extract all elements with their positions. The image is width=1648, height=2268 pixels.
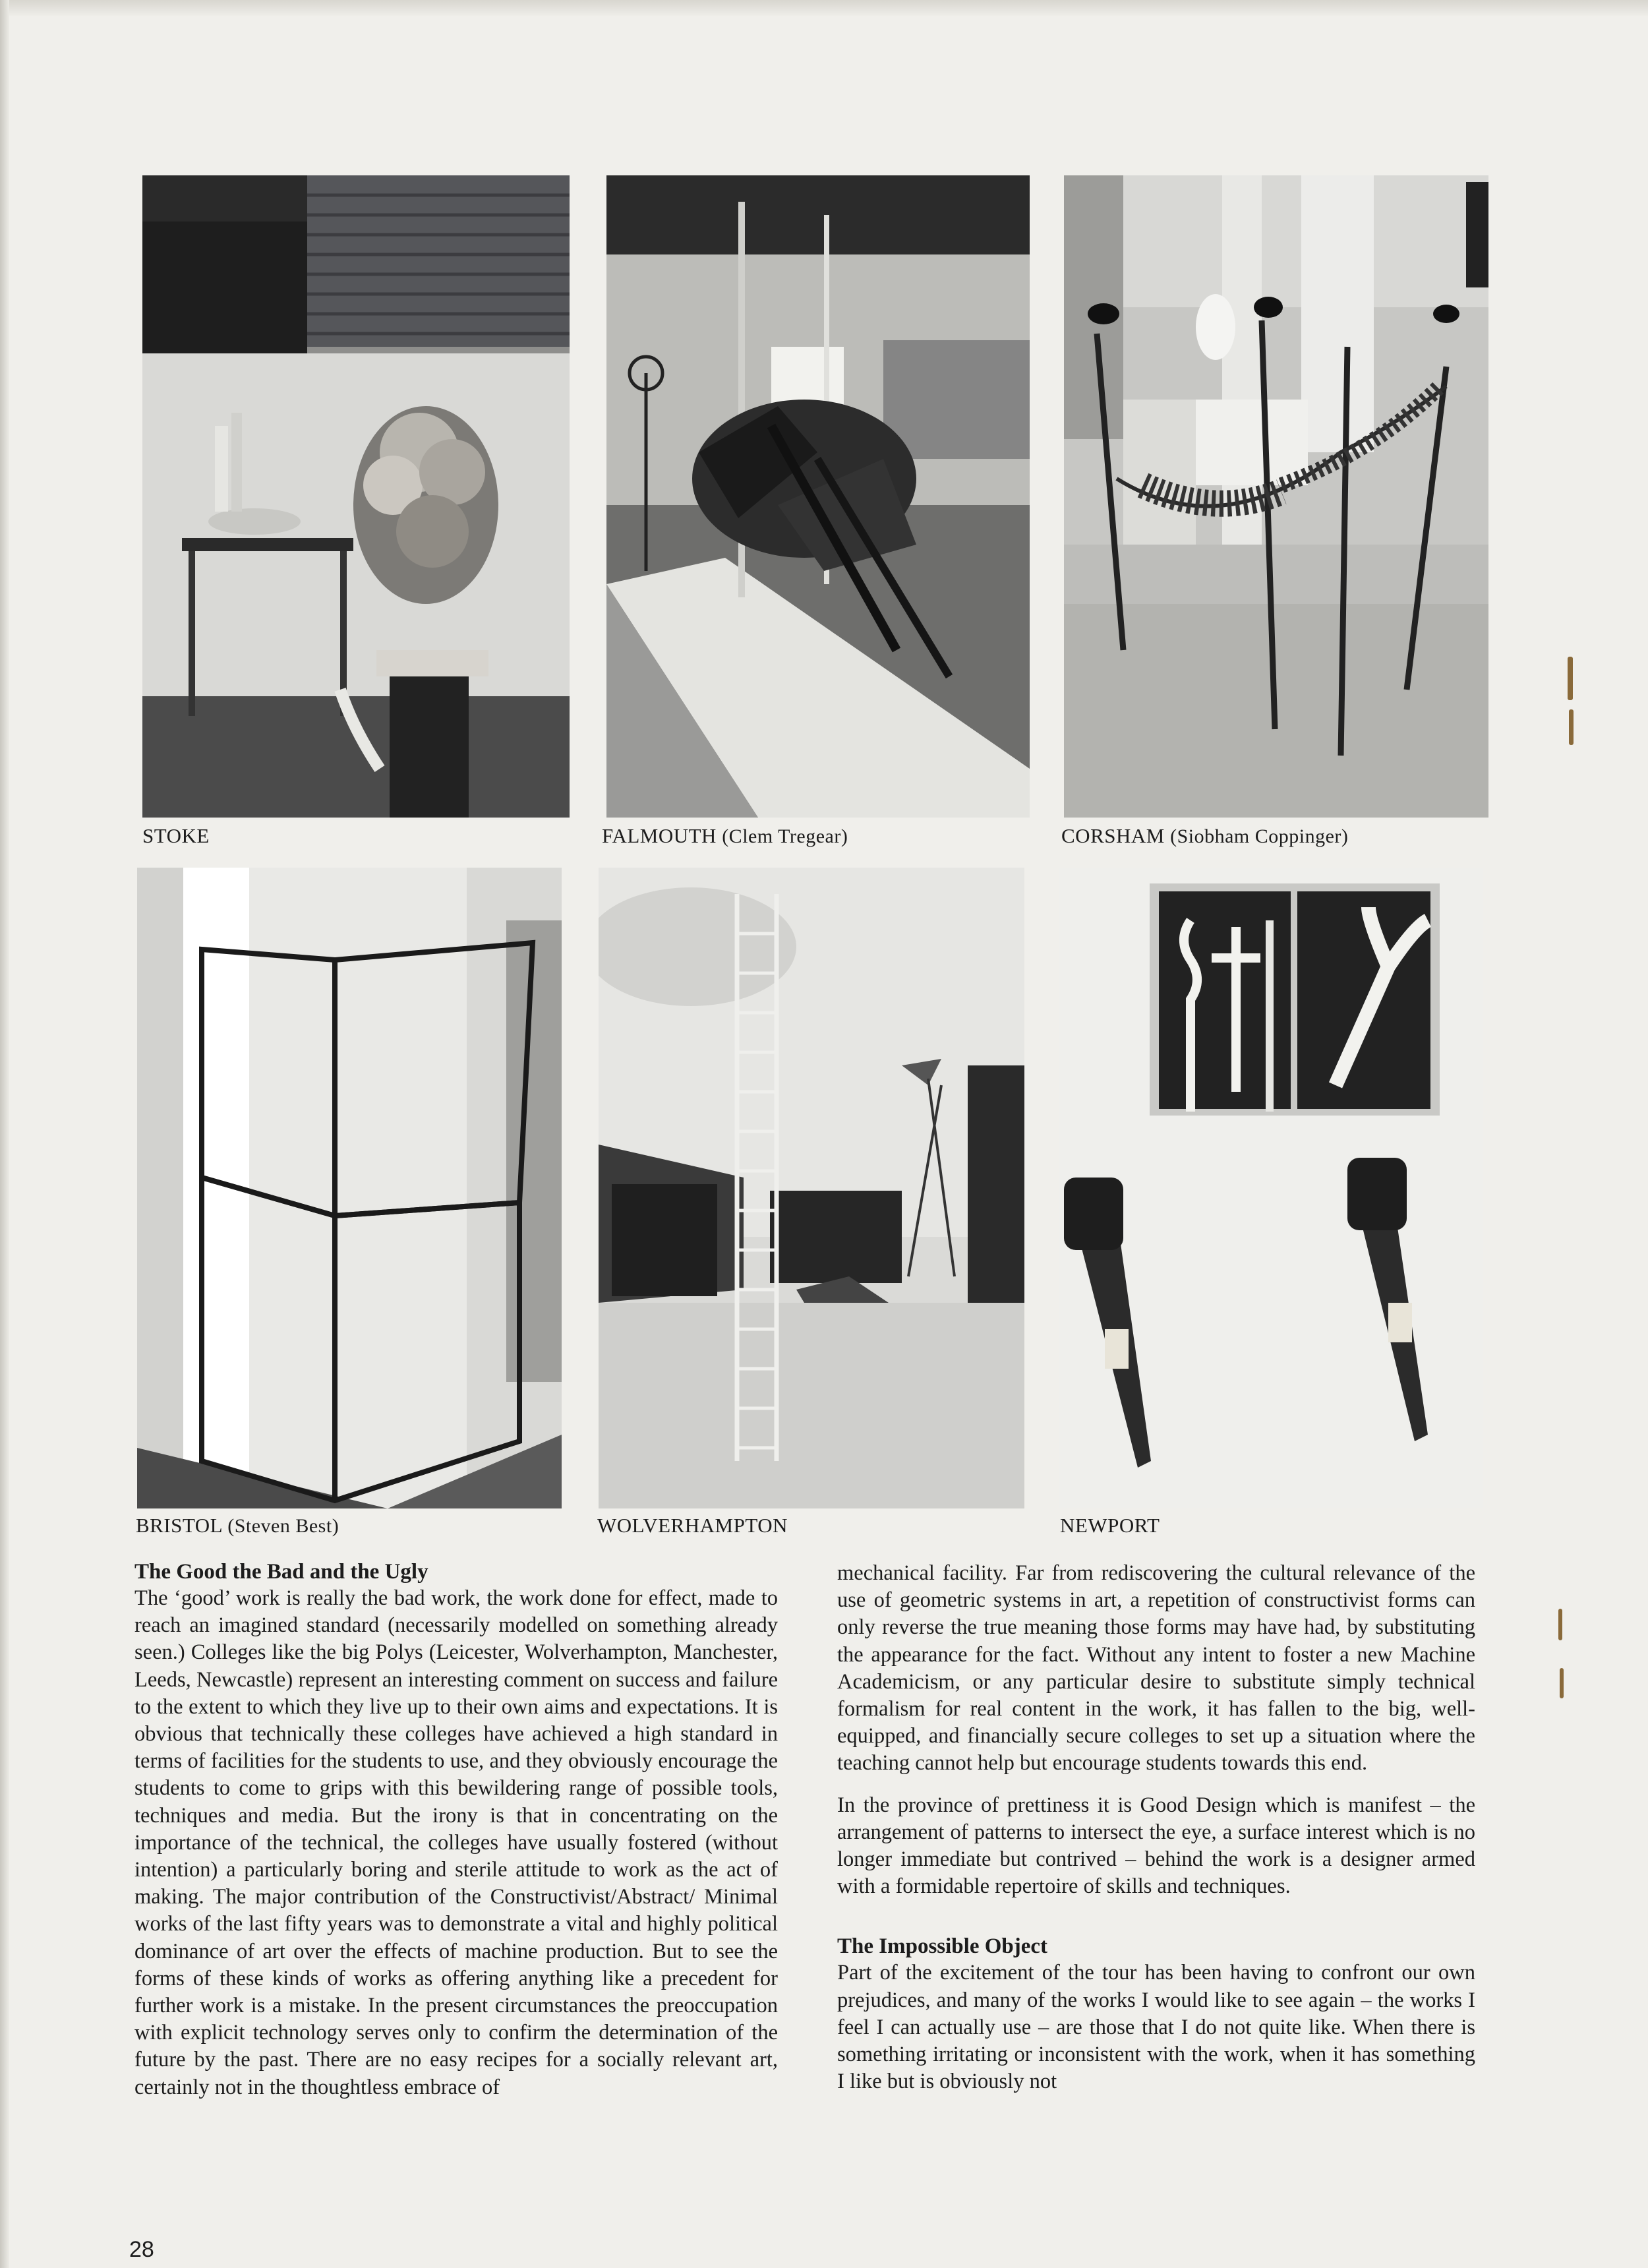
newport-tools-image bbox=[1059, 868, 1483, 1508]
caption-place: BRISTOL bbox=[136, 1514, 222, 1537]
binding-staple bbox=[1569, 709, 1574, 745]
photo-bristol bbox=[137, 868, 562, 1508]
caption-credit: (Clem Tregear) bbox=[722, 825, 848, 847]
caption-corsham bbox=[1061, 824, 1348, 848]
caption-credit: (Siobham Coppinger) bbox=[1170, 825, 1349, 847]
photo-newport bbox=[1059, 868, 1483, 1508]
photo-wolverhampton bbox=[599, 868, 1024, 1508]
article-right-column bbox=[837, 1560, 1475, 2095]
photo-corsham bbox=[1064, 175, 1488, 818]
page-top-shadow bbox=[0, 0, 1648, 17]
caption-bristol bbox=[136, 1514, 339, 1537]
caption-place: WOLVERHAMPTON bbox=[597, 1514, 788, 1537]
photo-stoke bbox=[142, 175, 570, 818]
article-left-column bbox=[134, 1559, 778, 2101]
binding-staple bbox=[1558, 1609, 1562, 1640]
caption-place: STOKE bbox=[142, 824, 210, 847]
stoke-sculpture-image bbox=[142, 175, 570, 818]
caption-falmouth bbox=[602, 824, 848, 848]
caption-wolverhampton bbox=[597, 1514, 788, 1537]
photo-falmouth bbox=[606, 175, 1030, 818]
paragraph: mechanical facility. Far from rediscovering the cultural relevance of the use of geometric systems in art, a repetition of constructivist forms can only reverse the true meaning those forms may have had, by substituting the appearance for the fact. Without any intent to foster a new Machine Academicism, or any particular desire to substitute simply technical formalism for real content in the work, it has fallen to the big, well-equipped, and financially secure colleges to set up a situation where the teaching cannot help but encourage students towards this end. bbox=[837, 1561, 1475, 1776]
wolverhampton-ladder-image bbox=[599, 868, 1024, 1508]
caption-stoke bbox=[142, 824, 210, 848]
paragraph: Part of the excitement of the tour has been having to confront our own prejudices, and many of the works I would like to see again – the works I feel I can actually use – are those that I do not quite like. When there is something irritating or inconsistent with the work, when it has something I like but is obviously not bbox=[837, 1961, 1475, 2094]
binding-staple bbox=[1568, 657, 1573, 700]
page-number: 28 bbox=[129, 2237, 154, 2262]
heading-impossible-object: The Impossible Object bbox=[837, 1934, 1048, 1959]
corsham-hammock-image bbox=[1064, 175, 1488, 818]
heading-good-bad-ugly: The Good the Bad and the Ugly bbox=[134, 1560, 428, 1584]
falmouth-sculpture-image bbox=[606, 175, 1030, 818]
binding-staple bbox=[1560, 1668, 1564, 1698]
caption-newport bbox=[1060, 1514, 1160, 1537]
bristol-painted-corner-image bbox=[137, 868, 562, 1508]
caption-place: NEWPORT bbox=[1060, 1514, 1160, 1537]
paragraph: In the province of prettiness it is Good Design which is manifest – the arrangement of patterns to intersect the eye, a surface interest which is no longer immediate but contrived – behind the work is a designer armed with a formidable repertoire of skills and techniques. bbox=[837, 1793, 1475, 1899]
page-binding-edge bbox=[0, 0, 9, 2268]
caption-place: FALMOUTH bbox=[602, 824, 717, 847]
paragraph: The ‘good’ work is really the bad work, the work done for effect, made to reach an imagined standard (necessarily modelled on something already seen.) Colleges like the big Polys (Leicester, Wolverhampton, Manchester, Leeds, Newcastle) represent an interesting comment on success and failure to the extent to which they live up to their own aims and expectations. It is obvious that technically these colleges have achieved a high standard in terms of facilities for the students to use, and they obviously encourage the students to come to grips with this bewildering range of possible tools, techniques and media. But the irony is that in concentrating on the importance of the technical, the colleges have usually fostered (without intention) a particularly boring and sterile attitude to work as the act of making. The major contribution of the Constructivist/Abstract/ Minimal works of the last fifty years was to demonstrate a vital and highly political dominance of art over the effects of machine production. But to see the forms of these kinds of works as offering anything like a precedent for further work is a mistake. In the present circumstances the preoccupation with explicit technology serves only to confirm the determination of the future by the past. There are no easy recipes for a socially relevant art, certainly not in the thoughtless embrace of bbox=[134, 1586, 778, 2099]
caption-place: CORSHAM bbox=[1061, 824, 1165, 847]
caption-credit: (Steven Best) bbox=[227, 1515, 339, 1537]
